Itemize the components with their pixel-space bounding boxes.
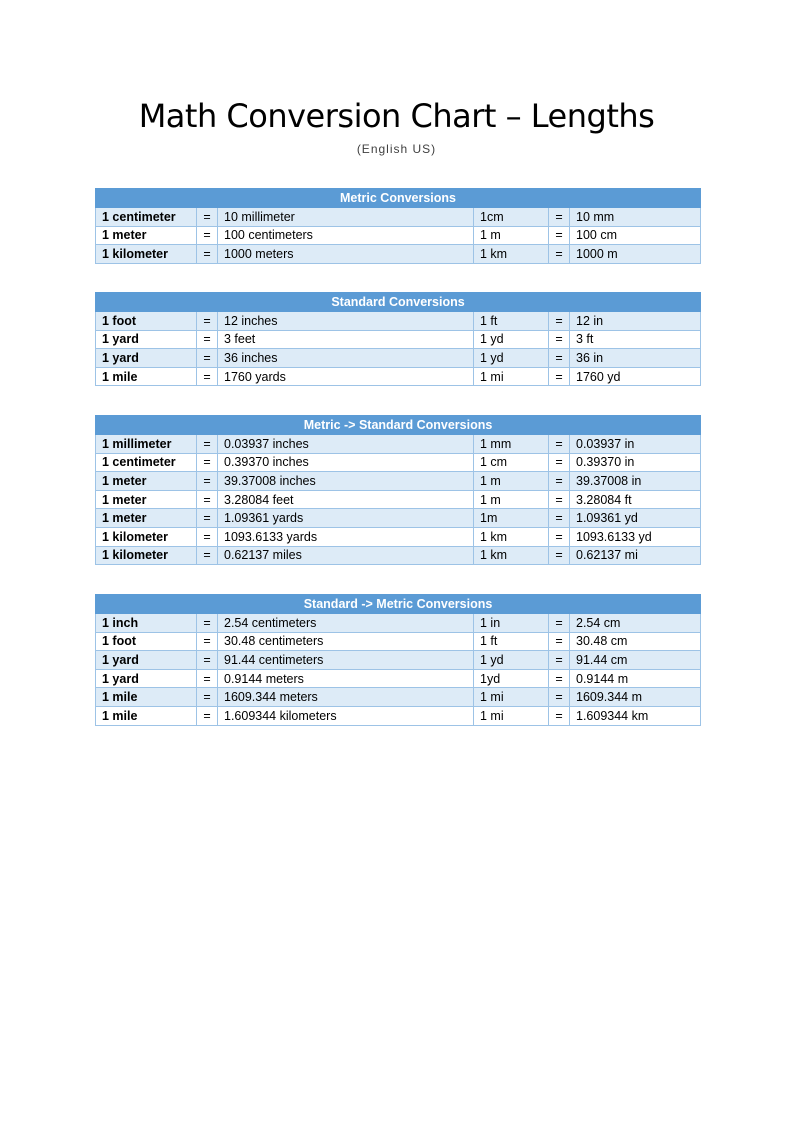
- abbreviated-value: 3 ft: [570, 330, 701, 349]
- table-row: [96, 509, 701, 528]
- equals-sign: =: [197, 490, 218, 509]
- equals-sign: =: [549, 651, 570, 670]
- metric-conversions-table: [95, 188, 701, 264]
- table-header: Metric Conversions: [96, 189, 701, 208]
- table-row: [96, 330, 701, 349]
- unit-name: 1 meter: [96, 490, 197, 509]
- abbreviated-value: 1760 yd: [570, 367, 701, 386]
- equivalent-value: 100 centimeters: [218, 226, 474, 245]
- equals-sign: =: [549, 688, 570, 707]
- equals-sign: =: [549, 330, 570, 349]
- standard-to-metric-conversions-table: [95, 594, 701, 726]
- table-row: [96, 226, 701, 245]
- table-row: [96, 546, 701, 565]
- unit-abbreviation: 1 mi: [474, 706, 549, 725]
- equals-sign: =: [197, 527, 218, 546]
- equivalent-value: 1093.6133 yards: [218, 527, 474, 546]
- equals-sign: =: [197, 472, 218, 491]
- unit-name: 1 mile: [96, 688, 197, 707]
- equals-sign: =: [197, 245, 218, 264]
- equivalent-value: 1000 meters: [218, 245, 474, 264]
- equals-sign: =: [549, 245, 570, 264]
- equals-sign: =: [197, 706, 218, 725]
- equals-sign: =: [197, 614, 218, 633]
- unit-name: 1 centimeter: [96, 453, 197, 472]
- equals-sign: =: [197, 669, 218, 688]
- unit-abbreviation: 1 ft: [474, 312, 549, 331]
- equals-sign: =: [197, 349, 218, 368]
- equivalent-value: 1760 yards: [218, 367, 474, 386]
- page-subtitle: (English US): [356, 142, 437, 156]
- abbreviated-value: 1093.6133 yd: [570, 527, 701, 546]
- unit-abbreviation: 1 cm: [474, 453, 549, 472]
- unit-name: 1 meter: [96, 509, 197, 528]
- unit-abbreviation: 1 km: [474, 245, 549, 264]
- unit-abbreviation: 1 m: [474, 226, 549, 245]
- unit-abbreviation: 1 mi: [474, 688, 549, 707]
- abbreviated-value: 30.48 cm: [570, 632, 701, 651]
- unit-abbreviation: 1 in: [474, 614, 549, 633]
- equals-sign: =: [549, 546, 570, 565]
- equivalent-value: 10 millimeter: [218, 208, 474, 227]
- unit-abbreviation: 1 yd: [474, 651, 549, 670]
- unit-name: 1 centimeter: [96, 208, 197, 227]
- unit-abbreviation: 1yd: [474, 669, 549, 688]
- unit-abbreviation: 1cm: [474, 208, 549, 227]
- abbreviated-value: 0.62137 mi: [570, 546, 701, 565]
- table-row: [96, 367, 701, 386]
- table-row: [96, 490, 701, 509]
- abbreviated-value: 2.54 cm: [570, 614, 701, 633]
- equivalent-value: 91.44 centimeters: [218, 651, 474, 670]
- abbreviated-value: 36 in: [570, 349, 701, 368]
- abbreviated-value: 10 mm: [570, 208, 701, 227]
- unit-name: 1 mile: [96, 367, 197, 386]
- table-row: [96, 349, 701, 368]
- metric-to-standard-conversions-table: [95, 415, 701, 565]
- table-row: [96, 614, 701, 633]
- equivalent-value: 39.37008 inches: [218, 472, 474, 491]
- unit-name: 1 yard: [96, 330, 197, 349]
- unit-abbreviation: 1 mi: [474, 367, 549, 386]
- equals-sign: =: [549, 632, 570, 651]
- equals-sign: =: [549, 669, 570, 688]
- equals-sign: =: [549, 509, 570, 528]
- unit-abbreviation: 1 yd: [474, 349, 549, 368]
- abbreviated-value: 1000 m: [570, 245, 701, 264]
- equivalent-value: 2.54 centimeters: [218, 614, 474, 633]
- equals-sign: =: [549, 706, 570, 725]
- table-row: [96, 472, 701, 491]
- equals-sign: =: [197, 226, 218, 245]
- abbreviated-value: 0.9144 m: [570, 669, 701, 688]
- standard-conversions-table: [95, 292, 701, 386]
- unit-name: 1 foot: [96, 632, 197, 651]
- equivalent-value: 1.09361 yards: [218, 509, 474, 528]
- unit-name: 1 meter: [96, 472, 197, 491]
- equals-sign: =: [197, 330, 218, 349]
- equals-sign: =: [197, 546, 218, 565]
- unit-abbreviation: 1 ft: [474, 632, 549, 651]
- abbreviated-value: 1.609344 km: [570, 706, 701, 725]
- equals-sign: =: [197, 208, 218, 227]
- unit-name: 1 kilometer: [96, 546, 197, 565]
- unit-name: 1 foot: [96, 312, 197, 331]
- abbreviated-value: 39.37008 in: [570, 472, 701, 491]
- table-row: [96, 453, 701, 472]
- table-header: Metric -> Standard Conversions: [96, 416, 701, 435]
- unit-name: 1 yard: [96, 349, 197, 368]
- abbreviated-value: 0.39370 in: [570, 453, 701, 472]
- equals-sign: =: [197, 651, 218, 670]
- equivalent-value: 30.48 centimeters: [218, 632, 474, 651]
- abbreviated-value: 0.03937 in: [570, 435, 701, 454]
- equivalent-value: 12 inches: [218, 312, 474, 331]
- table-row: [96, 706, 701, 725]
- equals-sign: =: [197, 688, 218, 707]
- unit-abbreviation: 1 yd: [474, 330, 549, 349]
- table-row: [96, 435, 701, 454]
- abbreviated-value: 91.44 cm: [570, 651, 701, 670]
- equals-sign: =: [549, 453, 570, 472]
- equals-sign: =: [549, 614, 570, 633]
- unit-abbreviation: 1 m: [474, 472, 549, 491]
- equals-sign: =: [549, 312, 570, 331]
- abbreviated-value: 1609.344 m: [570, 688, 701, 707]
- table-row: [96, 688, 701, 707]
- equals-sign: =: [549, 490, 570, 509]
- unit-abbreviation: 1 mm: [474, 435, 549, 454]
- table-row: [96, 312, 701, 331]
- table-header: Standard Conversions: [96, 293, 701, 312]
- equals-sign: =: [549, 435, 570, 454]
- equals-sign: =: [549, 226, 570, 245]
- equivalent-value: 0.03937 inches: [218, 435, 474, 454]
- unit-name: 1 meter: [96, 226, 197, 245]
- unit-abbreviation: 1m: [474, 509, 549, 528]
- equals-sign: =: [549, 367, 570, 386]
- table-row: [96, 669, 701, 688]
- equals-sign: =: [549, 472, 570, 491]
- unit-name: 1 mile: [96, 706, 197, 725]
- table-row: [96, 651, 701, 670]
- page-title: Math Conversion Chart – Lengths: [138, 97, 655, 135]
- equals-sign: =: [197, 312, 218, 331]
- unit-name: 1 yard: [96, 651, 197, 670]
- unit-abbreviation: 1 km: [474, 527, 549, 546]
- equals-sign: =: [549, 349, 570, 368]
- table-header: Standard -> Metric Conversions: [96, 595, 701, 614]
- unit-abbreviation: 1 km: [474, 546, 549, 565]
- equals-sign: =: [197, 367, 218, 386]
- unit-name: 1 millimeter: [96, 435, 197, 454]
- equivalent-value: 0.62137 miles: [218, 546, 474, 565]
- unit-name: 1 kilometer: [96, 527, 197, 546]
- abbreviated-value: 3.28084 ft: [570, 490, 701, 509]
- equals-sign: =: [549, 208, 570, 227]
- equals-sign: =: [549, 527, 570, 546]
- abbreviated-value: 100 cm: [570, 226, 701, 245]
- equivalent-value: 1.609344 kilometers: [218, 706, 474, 725]
- table-row: [96, 245, 701, 264]
- unit-name: 1 kilometer: [96, 245, 197, 264]
- equivalent-value: 0.9144 meters: [218, 669, 474, 688]
- abbreviated-value: 1.09361 yd: [570, 509, 701, 528]
- equals-sign: =: [197, 435, 218, 454]
- equals-sign: =: [197, 453, 218, 472]
- equivalent-value: 3 feet: [218, 330, 474, 349]
- equivalent-value: 1609.344 meters: [218, 688, 474, 707]
- table-row: [96, 208, 701, 227]
- abbreviated-value: 12 in: [570, 312, 701, 331]
- unit-abbreviation: 1 m: [474, 490, 549, 509]
- equivalent-value: 3.28084 feet: [218, 490, 474, 509]
- table-row: [96, 527, 701, 546]
- unit-name: 1 inch: [96, 614, 197, 633]
- equivalent-value: 36 inches: [218, 349, 474, 368]
- equals-sign: =: [197, 632, 218, 651]
- equals-sign: =: [197, 509, 218, 528]
- equivalent-value: 0.39370 inches: [218, 453, 474, 472]
- table-row: [96, 632, 701, 651]
- unit-name: 1 yard: [96, 669, 197, 688]
